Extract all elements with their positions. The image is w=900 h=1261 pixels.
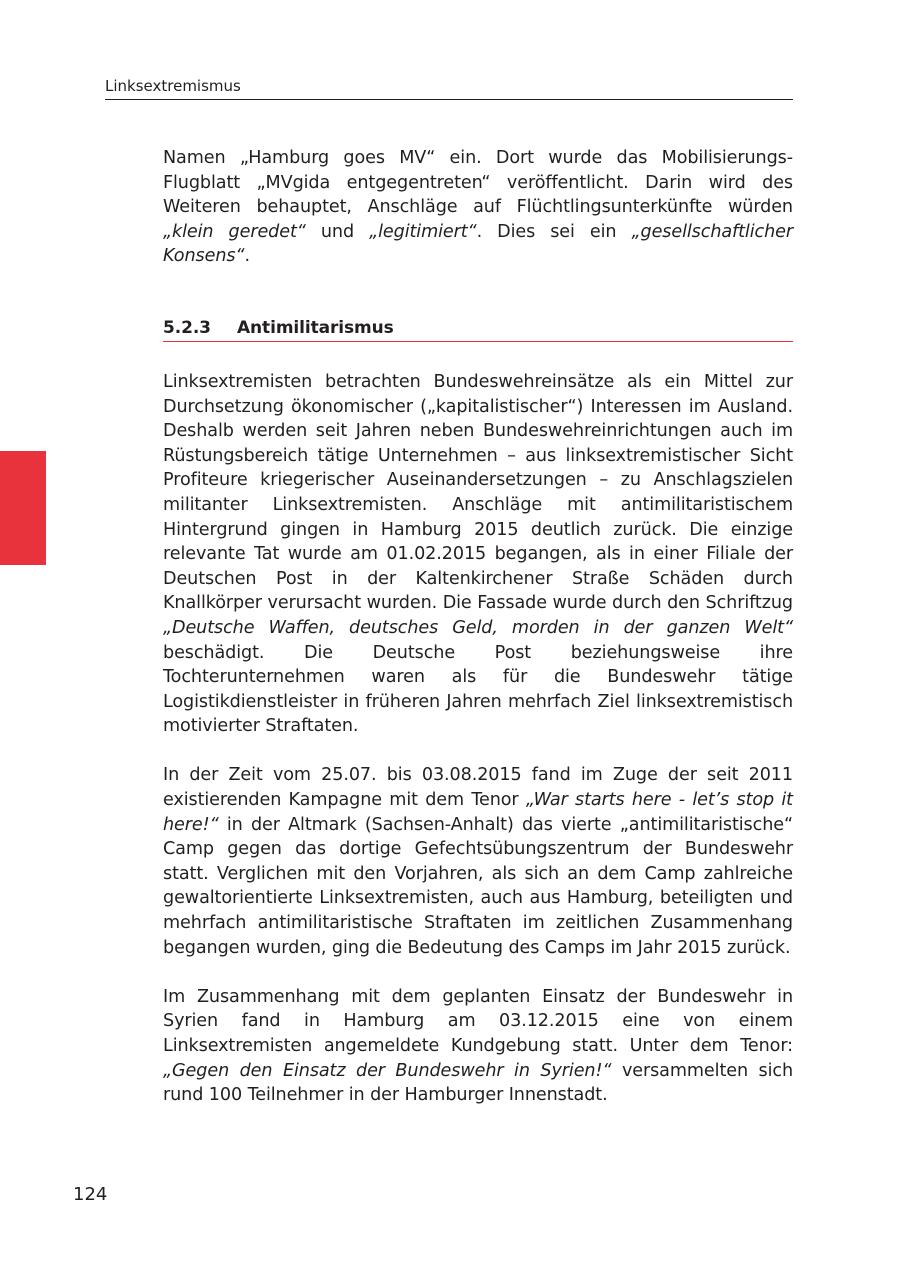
section-title: Antimilitarismus bbox=[237, 317, 394, 338]
body-paragraph: In der Zeit vom 25.07. bis 03.08.2015 fand im Zuge der seit 2011 existierenden Kampagne mit dem Tenor „War starts here - let’s stop it here!“ in der Altmark (Sachsen-Anhalt) das vierte „antimilitaristische“ Camp gegen das dortige Gefechtsübungszentrum der Bundeswehr statt. Verglichen mit den Vorjahren, als sich an dem Camp zahlreiche gewaltorientierte Linksextremisten, auch aus Hamburg, beteiligten und mehrfach antimilitaristische Straftaten im zeitlichen Zusammenhang begangen wurden, ging die Bedeutung des Camps im Jahr 2015 zurück. bbox=[163, 765, 793, 958]
body-paragraph: Im Zusammenhang mit dem geplanten Einsatz der Bundeswehr in Syrien fand in Hamburg am 03.12.2015 eine von einem Linksextremisten angemeldete Kundgebung statt. Unter dem Tenor: „Gegen den Einsatz der Bundeswehr in Syrien!“ versammelten sich rund 100 Teilnehmer in der Hamburger Innenstadt. bbox=[163, 986, 793, 1106]
quote: „Deutsche Waffen, deutsches Geld, morden in der ganzen Welt“ bbox=[163, 617, 793, 638]
quote: „legitimiert“ bbox=[369, 221, 477, 242]
section-number: 5.2.3 bbox=[163, 317, 211, 338]
section-heading bbox=[163, 317, 793, 342]
intro-paragraph: Namen „Hamburg goes MV“ ein. Dort wurde das Mobilisierungs-Flugblatt „MVgida entgegentreten“ veröffentlicht. Darin wird des Weiteren behauptet, Anschläge auf Flüchtlingsunterkünfte würden „klein geredet“ und „legitimiert“. Dies sei ein „gesellschaftlicher Konsens“. bbox=[163, 148, 793, 267]
chapter-marker-tab bbox=[0, 451, 46, 565]
quote: „klein geredet“ bbox=[163, 221, 306, 242]
page-number: 124 bbox=[73, 1184, 108, 1205]
quote: „War starts here - let’s stop it here!“ bbox=[163, 790, 793, 835]
quote: „gesellschaftlicher Konsens“ bbox=[163, 221, 793, 267]
running-header bbox=[105, 76, 793, 100]
body-paragraph: Linksextremisten betrachten Bundeswehreinsätze als ein Mittel zur Durchsetzung ökonomischer („kapitalistischer“) Interessen im Ausland. Deshalb werden seit Jahren neben Bundeswehreinrichtungen auch im Rüstungsbereich tätige Unternehmen – aus linksextremistischer Sicht Profiteure kriegerischer Auseinandersetzungen – zu Anschlagszielen militanter Linksextremisten. Anschläge mit antimilitaristischem Hintergrund gingen in Hamburg 2015 deutlich zurück. Die einzige relevante Tat wurde am 01.02.2015 begangen, als in einer Filiale der Deutschen Post in der Kaltenkirchener Straße Schäden durch Knallkörper verursacht wurden. Die Fassade wurde durch den Schriftzug „Deutsche Waffen, deutsches Geld, morden in der ganzen Welt“ beschädigt. Die Deutsche Post beziehungsweise ihre Tochterunternehmen waren als für die Bundeswehr tätige Logistikdienstleister in früheren Jahren mehrfach Ziel linksextremistisch motivierter Straftaten. bbox=[163, 371, 793, 737]
quote: „Gegen den Einsatz der Bundeswehr in Syrien!“ bbox=[163, 1060, 612, 1081]
page-body bbox=[163, 146, 793, 1108]
running-title: Linksextremismus bbox=[105, 77, 241, 95]
